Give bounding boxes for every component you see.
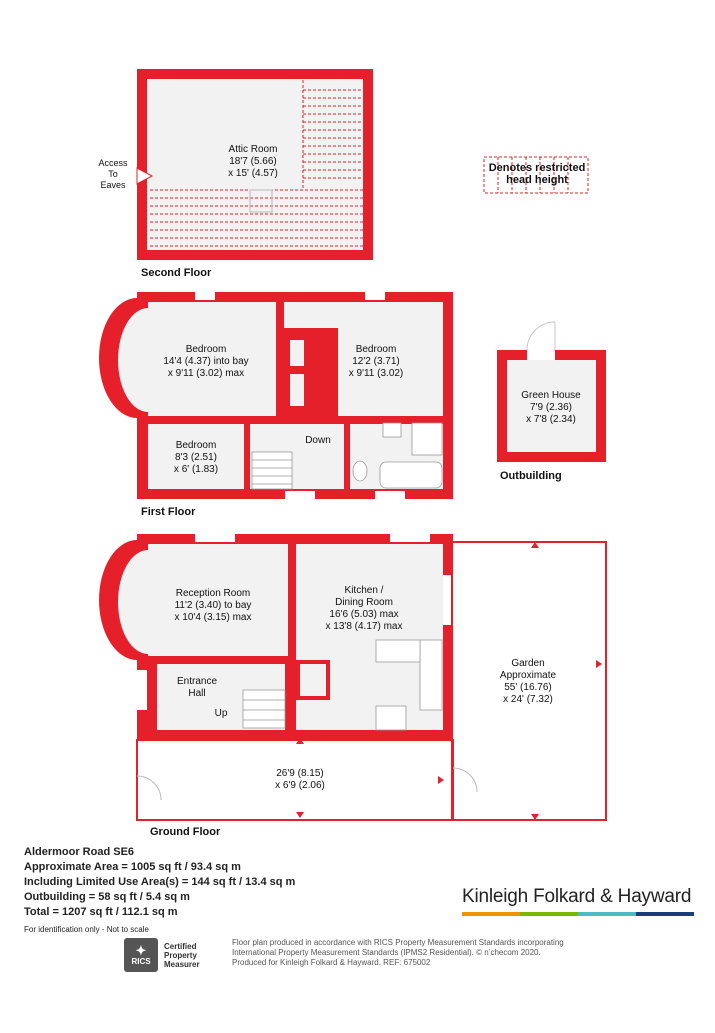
- garden-name1: Garden: [511, 658, 545, 669]
- stairs-down: [252, 452, 292, 489]
- bedroom1-name: Bedroom: [185, 344, 227, 355]
- access-label-2: To: [108, 169, 118, 179]
- limited-use-area: Including Limited Use Area(s) = 144 sq ft / 13.4 sq m: [24, 876, 296, 888]
- bedroom3-dim2: x 6' (1.83): [173, 464, 219, 475]
- bedroom1-dim2: x 9'11 (3.02) max: [167, 368, 245, 379]
- basin: [383, 423, 401, 437]
- front-gate-right: [453, 768, 477, 792]
- scale-note: For identification only - Not to scale: [24, 925, 149, 934]
- bedroom2-dim2: x 9'11 (3.02): [348, 368, 404, 379]
- attic-room-name: Attic Room: [228, 144, 278, 155]
- down-label: Down: [305, 435, 331, 446]
- reception-name: Reception Room: [175, 588, 251, 599]
- hall-name1: Entrance: [176, 676, 218, 687]
- disclaimer: [232, 938, 612, 968]
- front-gate-left: [137, 776, 161, 800]
- bath: [380, 462, 442, 488]
- kitchen-name1: Kitchen /: [344, 585, 384, 596]
- ground-floor-plan: [99, 534, 453, 740]
- access-label-3: Eaves: [100, 180, 126, 190]
- front-garden-dim2: x 6'9 (2.06): [275, 780, 325, 791]
- legend-text-2: head height: [506, 174, 568, 186]
- stairs-up: [243, 690, 285, 728]
- kitchen-sink: [376, 640, 420, 662]
- agent-name: Kinleigh Folkard & Hayward: [462, 886, 692, 907]
- rics-line3: Measurer: [164, 959, 200, 969]
- kitchen-name2: Dining Room: [335, 597, 393, 608]
- front-garden-dim1: 26'9 (8.15): [276, 768, 324, 779]
- outbuilding-label: Outbuilding: [500, 470, 562, 482]
- brand-bar-teal: [578, 912, 636, 916]
- reception-dim1: 11'2 (3.40) to bay: [174, 600, 252, 611]
- kitchen-dim2: x 13'8 (4.17) max: [325, 621, 403, 632]
- access-label-1: Access: [98, 158, 128, 168]
- shower: [412, 423, 442, 455]
- kitchen-hob: [376, 706, 406, 730]
- greenhouse-dim2: x 7'8 (2.34): [526, 414, 576, 425]
- brand-bar-green: [520, 912, 578, 916]
- area-summary: [24, 845, 295, 937]
- approximate-area: Approximate Area = 1005 sq ft / 93.4 sq m: [24, 861, 241, 873]
- brand-bar-navy: [636, 912, 694, 916]
- disclaimer-line1: Floor plan produced in accordance with RICS Property Measurement Standards incorporating: [232, 938, 564, 947]
- first-floor-label: First Floor: [141, 506, 196, 518]
- bedroom3-name: Bedroom: [175, 440, 217, 451]
- brand-color-bars: [462, 912, 694, 916]
- up-label: Up: [214, 708, 228, 719]
- reception-dim2: x 10'4 (3.15) max: [174, 612, 252, 623]
- rics-certification: [124, 938, 219, 972]
- garden-dim1: 55' (16.76): [504, 682, 552, 693]
- greenhouse-door: [527, 322, 555, 350]
- rics-badge-icon: ✦ RICS: [124, 938, 158, 972]
- wc: [353, 461, 367, 481]
- address: Aldermoor Road SE6: [24, 846, 135, 858]
- garden-name2: Approximate: [499, 670, 557, 681]
- window: [195, 292, 215, 300]
- attic-room-dim2: x 15' (4.57): [228, 168, 278, 179]
- bedroom2-name: Bedroom: [355, 344, 397, 355]
- disclaimer-line2: International Property Measurement Standards (IPMS2 Residential). © n’checom 2020.: [232, 948, 541, 957]
- first-floor-plan: [99, 292, 453, 499]
- hall-name2: Hall: [188, 688, 206, 699]
- brand-bar-orange: [462, 912, 520, 916]
- agent-logo: [462, 886, 694, 916]
- rics-badge-text: RICS: [131, 956, 151, 966]
- garden-boundary: [452, 542, 606, 820]
- outbuilding-area: Outbuilding = 58 sq ft / 5.4 sq m: [24, 891, 190, 903]
- kitchen-worktop: [420, 640, 442, 710]
- attic-room-dim1: 18'7 (5.66): [229, 156, 277, 167]
- disclaimer-line3: Produced for Kinleigh Folkard & Hayward. REF: 675002: [232, 958, 431, 967]
- total-area: Total = 1207 sq ft / 112.1 sq m: [24, 906, 178, 918]
- rics-line2: Property: [164, 950, 197, 960]
- bedroom1-dim1: 14'4 (4.37) into bay: [163, 356, 249, 367]
- ground-floor-label: Ground Floor: [150, 826, 221, 838]
- rics-line1: Certified: [164, 941, 197, 951]
- legend-text-1: Denotes restricted: [488, 162, 586, 174]
- kitchen-dim1: 16'6 (5.03) max: [329, 609, 399, 620]
- garden-dim2: x 24' (7.32): [503, 694, 553, 705]
- bedroom3-dim1: 8'3 (2.51): [175, 452, 217, 463]
- bedroom2-dim1: 12'2 (3.71): [352, 356, 400, 367]
- greenhouse-dim1: 7'9 (2.36): [530, 402, 572, 413]
- second-floor-label: Second Floor: [141, 267, 212, 279]
- greenhouse-name: Green House: [521, 390, 581, 401]
